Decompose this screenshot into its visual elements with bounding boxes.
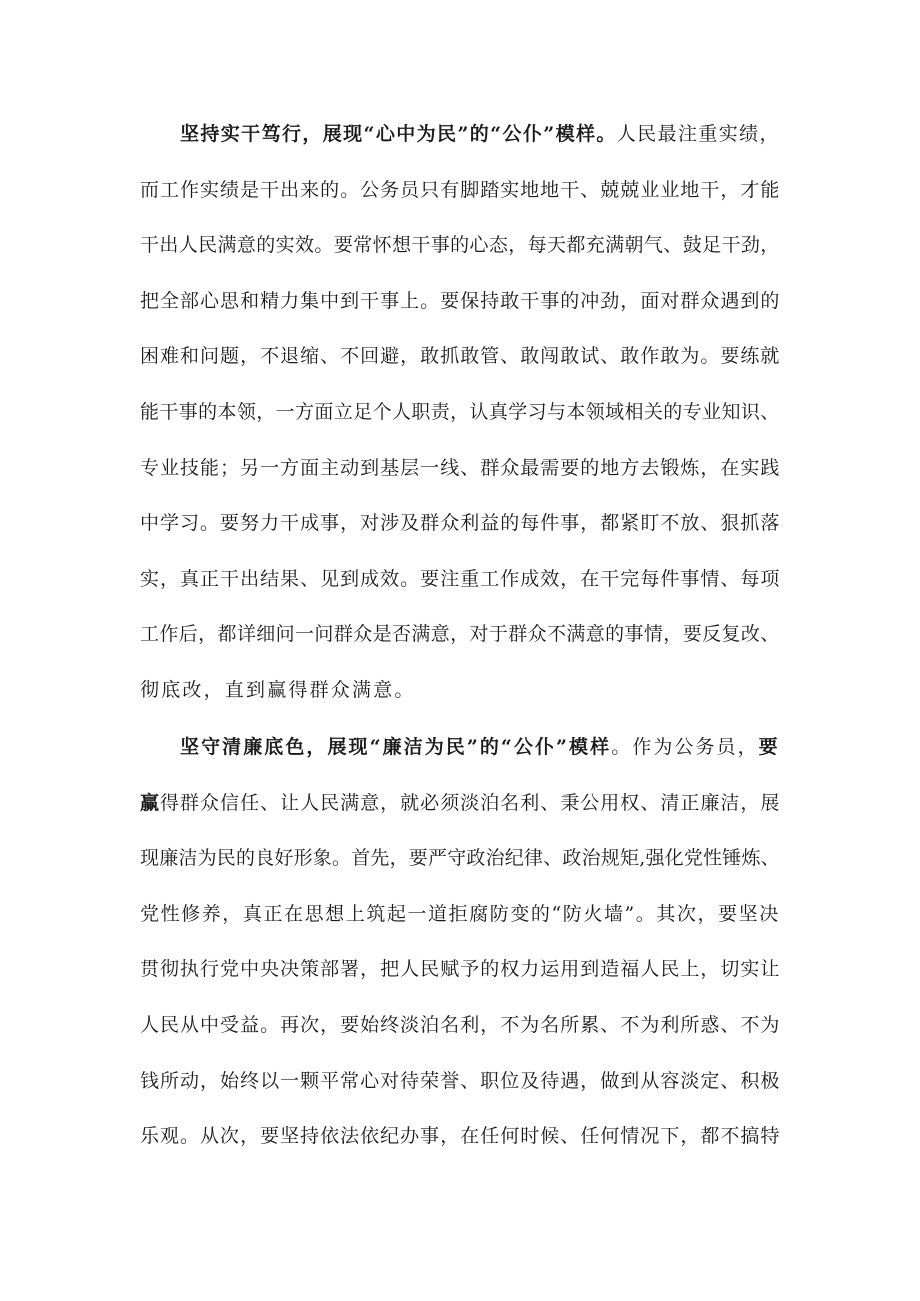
bold-text: 要	[758, 736, 780, 758]
paragraph-first-line	[180, 114, 780, 154]
paragraph-line	[140, 1116, 780, 1156]
text-run: 中学习。要努力干成事，对涉及群众利益的每件事，都紧盯不放、狠抓落	[140, 512, 781, 534]
paragraph-line	[140, 894, 780, 934]
text-run: 干出人民满意的实效。要常怀想干事的心态，每天都充满朝气、鼓足干劲，	[140, 234, 780, 256]
text-run: 而工作实绩是干出来的。公务员只有脚踏实地地干、兢兢业业地干，才能	[140, 179, 781, 201]
paragraph-line	[140, 949, 780, 989]
text-run: 专业技能；另一方面主动到基层一线、群众最需要的地方去锻炼，在实践	[140, 457, 781, 479]
text-run: 得群众信任、让人民满意，就必须淡泊名利、秉公用权、清正廉洁，展	[160, 792, 781, 814]
paragraph-line	[140, 783, 780, 823]
paragraph-line	[140, 614, 780, 654]
text-run: 工作后，都详细问一问群众是否满意，对于群众不满意的事情，要反复改、	[140, 623, 780, 645]
bold-text: 赢	[140, 792, 161, 814]
paragraph-line	[140, 503, 780, 543]
paragraph-line	[140, 559, 780, 599]
paragraph-line	[140, 336, 780, 376]
text-run: 钱所动，始终以一颗平常心对待荣誉、职位及待遇，做到从容淡定、积极	[140, 1070, 781, 1092]
paragraph-line	[140, 838, 780, 878]
text-run: 。作为公务员，	[611, 736, 759, 758]
text-run: 彻底改，直到赢得群众满意。	[140, 679, 416, 701]
text-run: 党性修养，真正在思想上筑起一道拒腐防变的“防火墙”。其次，要坚决	[140, 903, 780, 925]
text-run: 把全部心思和精力集中到干事上。要保持敢干事的冲劲，面对群众遇到的	[140, 290, 781, 312]
paragraph-first-line	[180, 727, 780, 767]
text-run: 人民从中受益。再次，要始终淡泊名利，不为名所累、不为利所惑、不为	[140, 1014, 781, 1036]
paragraph-line	[140, 392, 780, 432]
text-run: 实，真正干出结果、见到成效。要注重工作成效，在干完每件事情、每项	[140, 568, 781, 590]
bold-text: 坚持实干笃行，展现“心中为民”的“公仆”模样。	[180, 123, 617, 145]
paragraph-line	[140, 170, 780, 210]
paragraph-line	[140, 448, 780, 488]
text-run: 困难和问题，不退缩、不回避，敢抓敢管、敢闯敢试、敢作敢为。要练就	[140, 345, 781, 367]
paragraph-line	[140, 281, 780, 321]
paragraph-line	[140, 1061, 780, 1101]
paragraph-line	[140, 670, 416, 710]
text-run: 现廉洁为民的良好形象。首先，要严守政治纪律、政治规矩,强化党性锤炼、	[140, 847, 780, 869]
paragraph-line	[140, 1005, 780, 1045]
text-run: 乐观。从次，要坚持依法依纪办事，在任何时候、任何情况下，都不搞特	[140, 1125, 781, 1147]
paragraph-line	[140, 225, 780, 265]
bold-text: 坚守清廉底色，展现“廉洁为民”的“公仆”模样	[180, 736, 612, 758]
text-run: 人民最注重实绩，	[616, 123, 780, 145]
text-run: 贯彻执行党中央决策部署，把人民赋予的权力运用到造福人民上，切实让	[140, 958, 781, 980]
text-run: 能干事的本领，一方面立足个人职责，认真学习与本领域相关的专业知识、	[140, 401, 780, 423]
